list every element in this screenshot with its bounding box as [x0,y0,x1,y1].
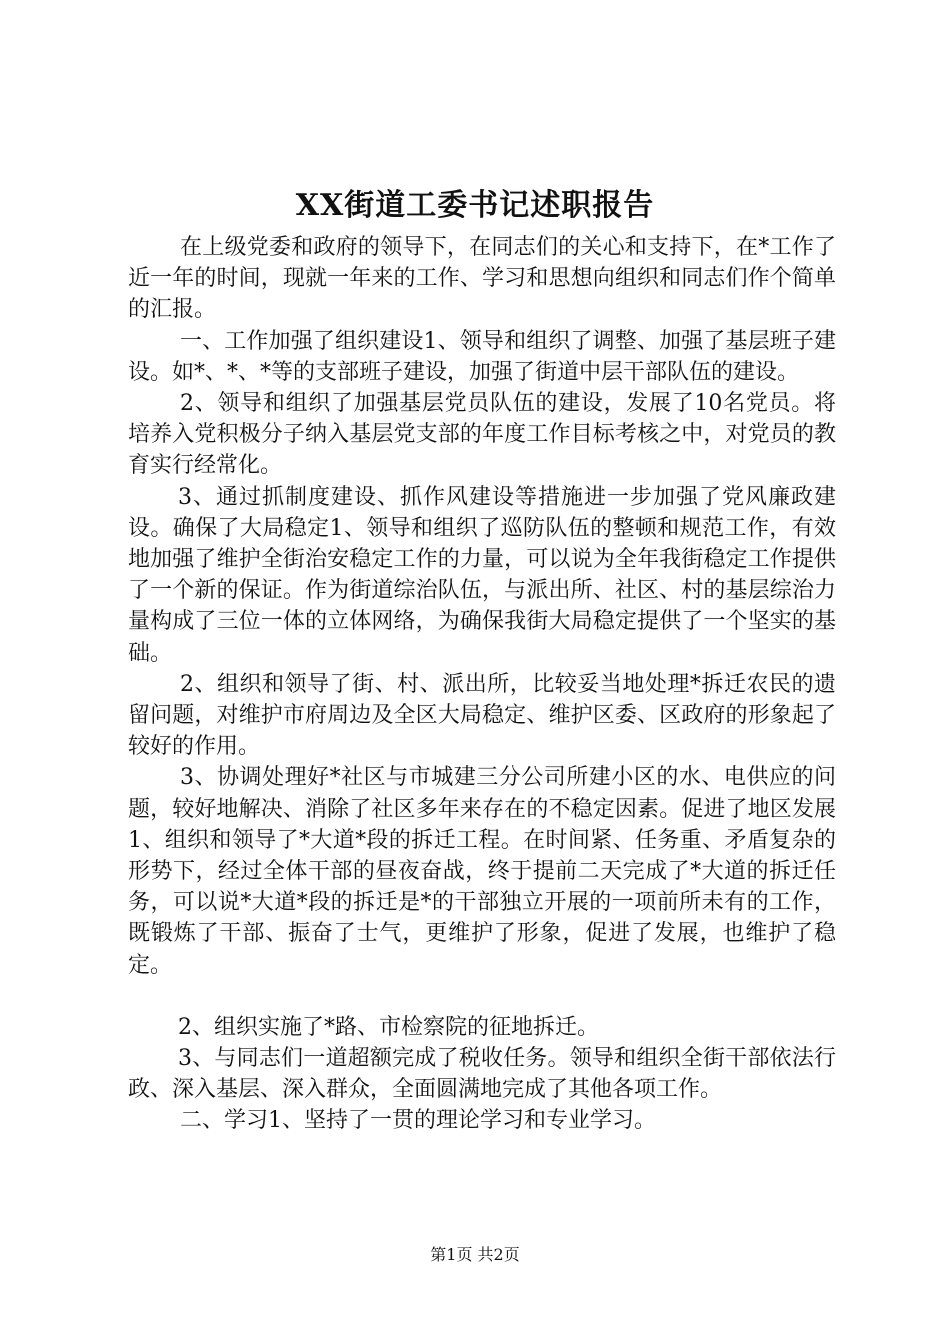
paragraph-stability: 3、通过抓制度建设、抓作风建设等措施进一步加强了党风廉政建设。确保了大局稳定1、领导和组织了巡防队伍的整顿和规范工作，有效地加强了维护全街治安稳定工作的力量，可以说为全年我街稳定工作提供了一个新的保证。作为街道综治队伍，与派出所、社区、村的基层综治力量构成了三位一体的立体网络，为确保我街大局稳定提供了一个坚实的基础。 [128,484,836,666]
paragraph-party-members: 2、领导和组织了加强基层党员队伍的建设，发展了10名党员。将培养入党积极分子纳入基层党支部的年度工作目标考核之中，对党员的教育实行经常化。 [128,391,836,479]
paragraph-land-acquisition: 2、组织实施了*路、市检察院的征地拆迁。 [178,1014,599,1040]
page-footer: 第1页 共2页 [430,1245,520,1264]
paragraph-tax: 3、与同志们一道超额完成了税收任务。领导和组织全街干部依法行政、深入基层、深入群众，全面圆满地完成了其他各项工作。 [128,1046,836,1103]
paragraph-gap [128,981,836,1012]
paragraph-demolition-issues: 2、组织和领导了街、村、派出所，比较妥当地处理*拆迁农民的遗留问题，对维护市府周边及全区大局稳定、维护区委、区政府的形象起了较好的作用。 [128,671,836,760]
paragraph-organization: 一、工作加强了组织建设1、领导和组织了调整、加强了基层班子建设。如*、*、*等的支部班子建设，加强了街道中层干部队伍的建设。 [128,328,836,385]
paragraph-intro: 在上级党委和政府的领导下，在同志们的关心和支持下，在*工作了近一年的时间，现就一年来的工作、学习和思想向组织和同志们作个简单的汇报。 [128,235,836,323]
document-title: XX街道工委书记述职报告 [295,188,655,223]
paragraph-development: 3、协调处理好*社区与市城建三分公司所建小区的水、电供应的问题，较好地解决、消除了社区多年来存在的不稳定因素。促进了地区发展1、组织和领导了*大道*段的拆迁工程。在时间紧、任务重、矛盾复杂的形势下，经过全体干部的昼夜奋战，终于提前二天完成了*大道的拆迁任务，可以说*大道*段的拆迁是*的干部独立开展的一项前所未有的工作，既锻炼了干部、振奋了士气，更维护了形象，促进了发展，也维护了稳定。 [128,765,836,978]
paragraph-study: 二、学习1、坚持了一贯的理论学习和专业学习。 [180,1108,656,1134]
document-body [128,232,836,1137]
